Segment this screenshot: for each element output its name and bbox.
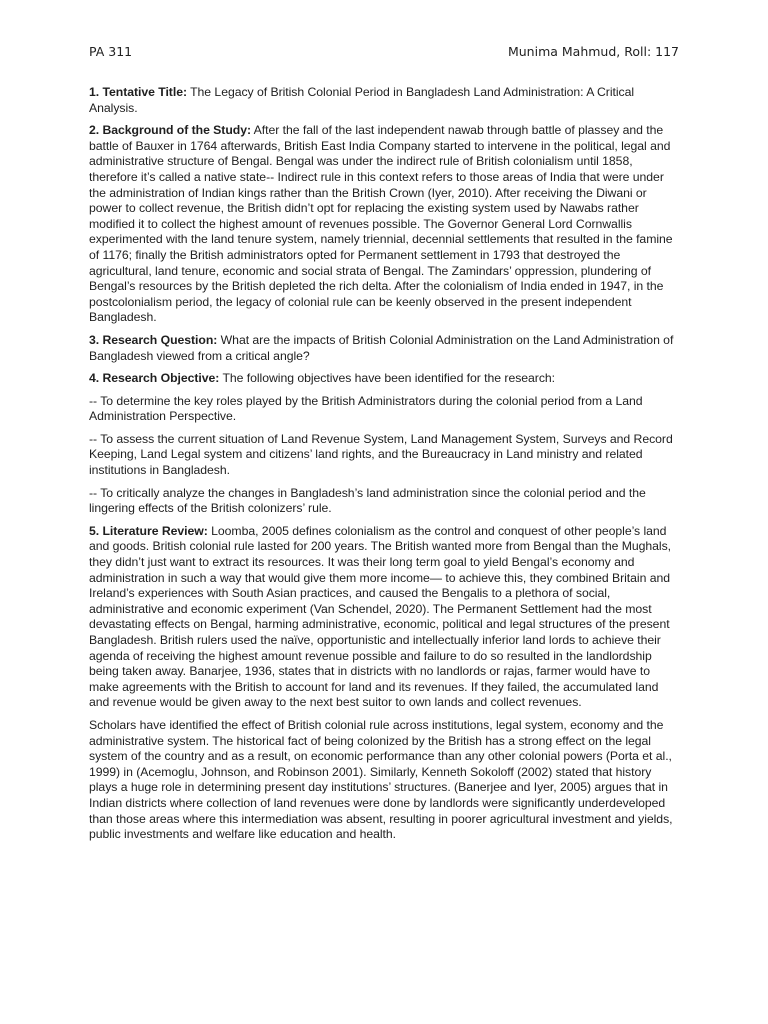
document-page [89,44,679,850]
section-heading: 5. Literature Review: [89,523,208,538]
section-objective [89,371,679,387]
objective-item: -- To assess the current situation of Land Revenue System, Land Management System, Surveys and Record Keeping, Land Legal system and citizens’ land rights, and the Bureaucracy in Land ministry and related institutions in Bangladesh. [89,431,673,478]
section-heading: 4. Research Objective: [89,371,220,386]
section-literature [89,524,679,711]
objective-item: -- To critically analyze the changes in Bangladesh’s land administration since the colonial period and the lingering effects of the British colonizers’ rule. [89,485,646,516]
section-question [89,333,679,364]
section-heading: 1. Tentative Title: [89,85,187,99]
author-roll: Munima Mahmud, Roll: 117 [507,44,679,59]
page-header [89,44,679,59]
section-text: The following objectives have been identified for the research: [219,371,556,386]
section-background [89,123,679,326]
section-text: After the fall of the last independent nawab through battle of plassey and the battle of Bauxer in 1764 afterwards, British East India Company started to intervene in the political, legal and administrative structure of Bengal. Bengal was under the indirect rule of British colonialism until 1858, therefore it’s called a native state-- Indirect rule in this context refers to those areas of India that were under the administration of Indian kings rather than the British Crown (Iyer, 2010). After receiving the Diwani or power to collect revenue, the British didn’t opt for replacing the existing system used by Nawabs rather modified it to collect the highest amount of revenues possible. The Governor General Lord Cornwallis experimented with the land tenure system, namely triennial, decennial settlements that resulted in the famine of 1176; finally the British administrators opted for Permanent settlement in 1793 that destroyed the agricultural, land tenure, economic and social strata of Bengal. The Zamindars’ oppression, plundering of Bengal’s resources by the British depleted the rich delta. After the colonialism of India ended in 1947, in the postcolonialism period, the legacy of colonial rule can be keenly observed in the present independent Bangladesh. [89,123,673,325]
course-code: PA 311 [89,44,133,59]
section-text: What are the impacts of British Colonial Administration on the Land Administration of Bangladesh viewed from a critical angle? [89,332,674,363]
section-text: Loomba, 2005 defines colonialism as the control and conquest of other people’s land and goods. British colonial rule lasted for 200 years. The British wanted more from Bengal than the Mughals, they didn’t just want to extract its resources. It was their long term goal to yield Bengal’s economy and administration in such a way that would give them more income— to achieve this, they combined Britain and Ireland’s experiences with South Asian practices, and caused the Bengalis to a plethora of social, administrative and economic experiment (Van Schendel, 2020). The Permanent Settlement had the most devastating effects on Bengal, harming administrative, economic, political and legal structures of the present Bangladesh. British rulers used the naïve, opportunistic and intellectually inferior land lords to achieve their agenda of receiving the highest amount revenue possible and failure to do so resulted in the landlordship being taken away. Banarjee, 1936, states that in districts with no landlords or rajas, farmer would have to make agreements with the British to account for land and its revenues. If they failed, the accumulated land and revenue would be given away to the next best suitor to own lands and collect revenues. [89,523,672,710]
literature-paragraph-2: Scholars have identified the effect of British colonial rule across institutions, legal system, economy and the administrative system. The historical fact of being colonized by the British has a strong effect on the legal system of the country and as a result, on economic performance than any other colonial powers (Porta et al., 1999) in (Acemoglu, Johnson, and Robinson 2001). Similarly, Kenneth Sokoloff (2002) stated that history plays a huge role in determining present day institutions’ structures. (Banerjee and Iyer, 2005) argues that in Indian districts where collection of land revenues were done by landlords were significantly underdeveloped than those areas where this intermediation was absent, resulting in poorer agricultural investment and yields, public investments and welfare like education and health. [89,717,673,842]
section-heading: 2. Background of the Study: [89,123,251,138]
section-title [89,85,679,116]
objective-item: -- To determine the key roles played by the British Administrators during the colonial period from a Land Administration Perspective. [89,393,643,424]
section-text: The Legacy of British Colonial Period in Bangladesh Land Administration: A Critical Analysis. [89,85,635,115]
section-heading: 3. Research Question: [89,332,218,347]
